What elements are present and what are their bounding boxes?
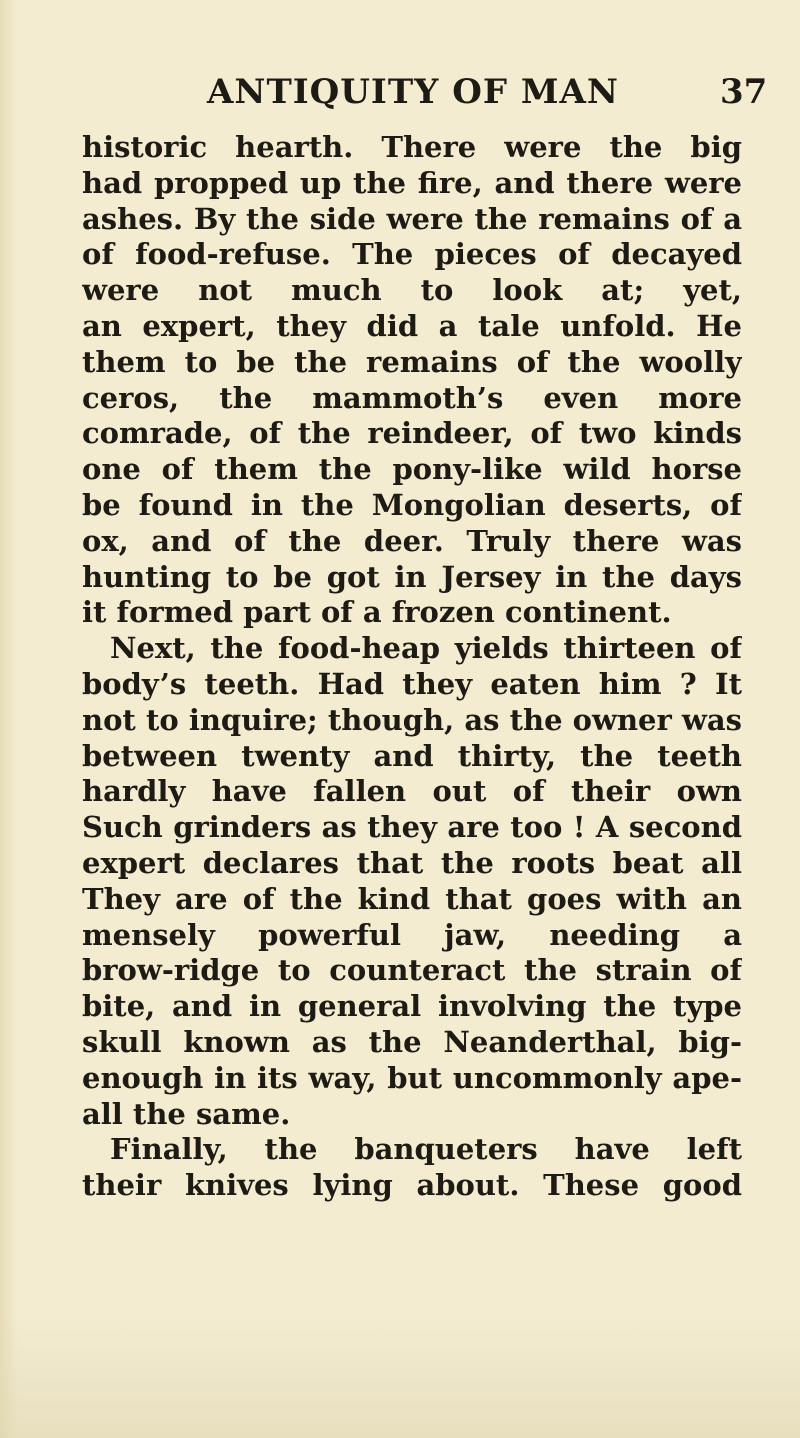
text-line: brow-ridge to counteract the strain of: [82, 953, 742, 988]
text-line: Such grinders as they are too ! A second: [82, 810, 742, 845]
text-line: Finally, the banqueters have left: [110, 1132, 742, 1167]
text-line: expert declares that the roots beat all: [82, 845, 742, 880]
page-header: [0, 72, 800, 122]
page-bottom-shading: [0, 1318, 800, 1438]
text-line: ox, and of the deer. Truly there was: [82, 523, 742, 558]
text-line: be found in the Mongolian deserts, of: [82, 487, 742, 522]
text-line: one of them the pony-like wild horse: [82, 452, 742, 487]
text-line: their knives lying about. These good: [82, 1168, 742, 1203]
text-line: skull known as the Neanderthal, big-: [82, 1024, 742, 1059]
text-line: They are of the kind that goes with an: [82, 881, 742, 916]
text-line: of food-refuse. The pieces of decayed: [82, 237, 742, 272]
text-line: ceros, the mammoth’s even more: [82, 380, 742, 415]
text-line: an expert, they did a tale unfold. He: [82, 308, 742, 343]
text-line: were not much to look at; yet,: [82, 273, 742, 308]
text-line: between twenty and thirty, the teeth: [82, 738, 742, 773]
text-line: hardly have fallen out of their own: [82, 774, 742, 809]
text-line: not to inquire; though, as the owner was: [82, 702, 742, 737]
text-line: bite, and in general involving the type: [82, 989, 742, 1024]
page-edge-shadow: [0, 0, 18, 1438]
text-line: had propped up the fire, and there were: [82, 165, 742, 200]
body-text: [82, 130, 742, 1204]
text-line: Next, the food-heap yields thirteen of: [110, 631, 742, 666]
text-line: mensely powerful jaw, needing a: [82, 917, 742, 952]
text-line: all the same.: [82, 1096, 291, 1131]
text-line: body’s teeth. Had they eaten him ? It: [82, 666, 742, 701]
text-line: hunting to be got in Jersey in the days: [82, 559, 742, 594]
page-number: 37: [720, 72, 768, 112]
text-line: historic hearth. There were the big: [82, 130, 742, 164]
text-line: them to be the remains of the woolly: [82, 344, 742, 379]
running-head: ANTIQUITY OF MAN: [207, 72, 619, 112]
text-line: ashes. By the side were the remains of a: [82, 201, 742, 236]
text-line: comrade, of the reindeer, of two kinds: [82, 416, 742, 451]
text-line: enough in its way, but uncommonly ape-: [82, 1060, 742, 1095]
text-line: it formed part of a frozen continent.: [82, 595, 672, 630]
